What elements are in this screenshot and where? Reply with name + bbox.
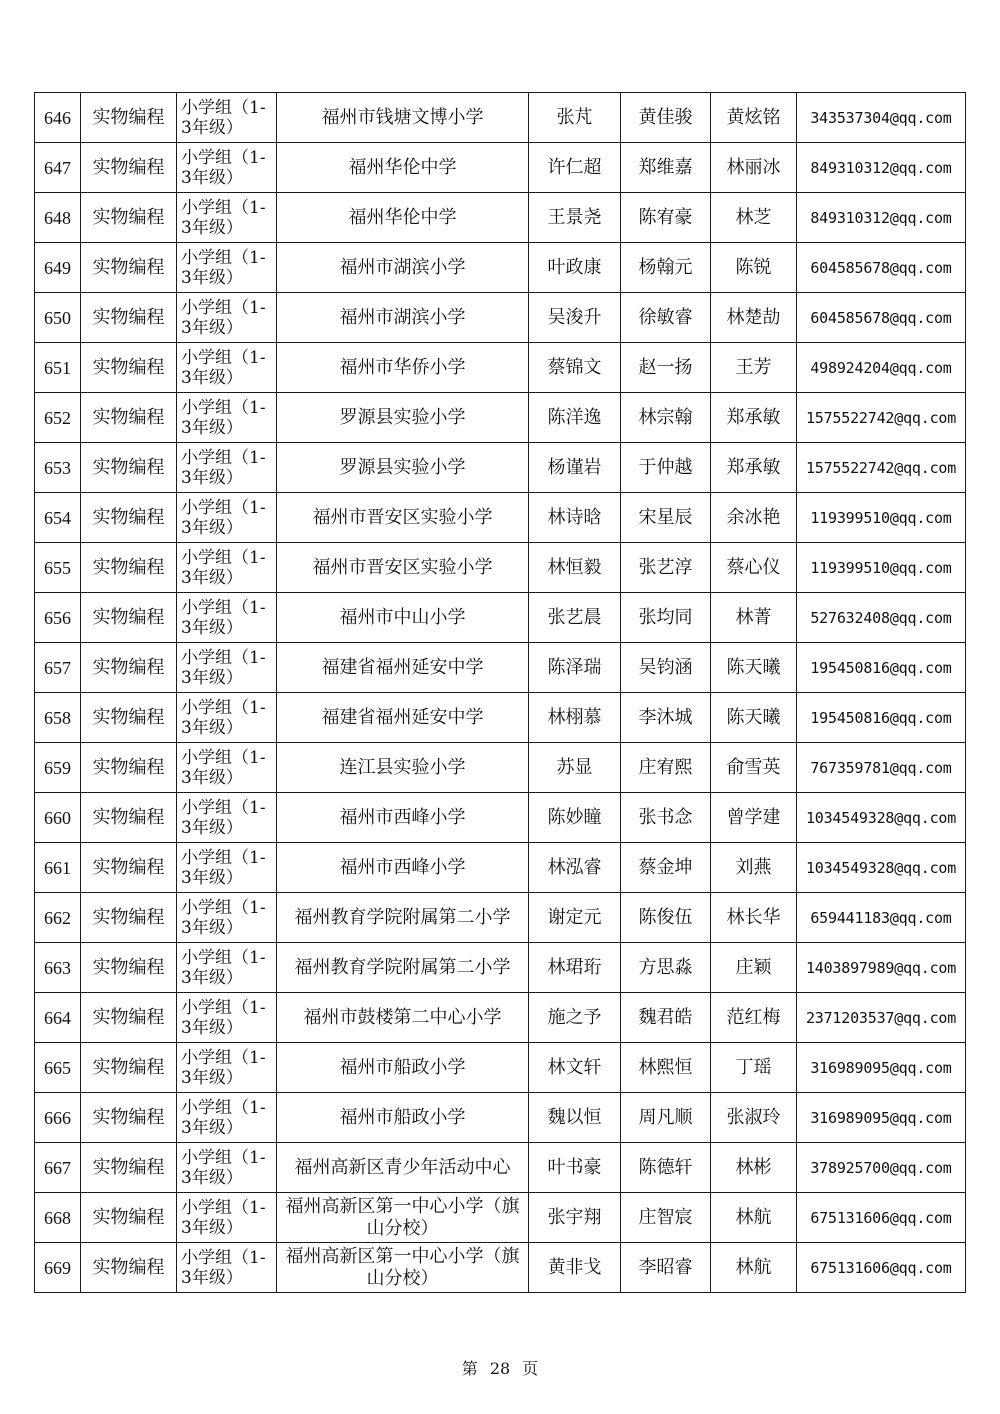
cell-school: 福建省福州延安中学: [277, 693, 529, 743]
cell-number: 667: [35, 1143, 81, 1193]
cell-group: 小学组（1-3年级）: [177, 843, 277, 893]
cell-group: 小学组（1-3年级）: [177, 243, 277, 293]
cell-email: 2371203537@qq.com: [797, 993, 966, 1043]
table-row: [35, 93, 966, 143]
cell-student-1: 张宇翔: [529, 1193, 621, 1243]
cell-student-2: 张艺淳: [621, 543, 711, 593]
cell-teacher: 林楚劼: [711, 293, 797, 343]
cell-group: 小学组（1-3年级）: [177, 293, 277, 343]
cell-student-1: 魏以恒: [529, 1093, 621, 1143]
cell-category: 实物编程: [81, 593, 177, 643]
table-row: [35, 243, 966, 293]
award-table: [34, 92, 966, 1293]
cell-school: 福州市华侨小学: [277, 343, 529, 393]
cell-student-2: 李沐城: [621, 693, 711, 743]
cell-category: 实物编程: [81, 443, 177, 493]
cell-number: 651: [35, 343, 81, 393]
cell-group: 小学组（1-3年级）: [177, 643, 277, 693]
cell-student-2: 蔡金坤: [621, 843, 711, 893]
cell-email: 849310312@qq.com: [797, 193, 966, 243]
cell-group: 小学组（1-3年级）: [177, 1143, 277, 1193]
cell-school: 福州市船政小学: [277, 1043, 529, 1093]
cell-category: 实物编程: [81, 93, 177, 143]
cell-student-1: 叶政康: [529, 243, 621, 293]
cell-school: 福州华伦中学: [277, 143, 529, 193]
cell-category: 实物编程: [81, 143, 177, 193]
cell-category: 实物编程: [81, 343, 177, 393]
cell-email: 195450816@qq.com: [797, 693, 966, 743]
table-body: [35, 93, 966, 1293]
cell-group: 小学组（1-3年级）: [177, 1043, 277, 1093]
cell-student-2: 张均同: [621, 593, 711, 643]
cell-student-2: 黄佳骏: [621, 93, 711, 143]
cell-group: 小学组（1-3年级）: [177, 793, 277, 843]
cell-student-1: 黄非戈: [529, 1243, 621, 1293]
cell-number: 669: [35, 1243, 81, 1293]
cell-number: 655: [35, 543, 81, 593]
cell-category: 实物编程: [81, 993, 177, 1043]
cell-student-1: 张艺晨: [529, 593, 621, 643]
cell-student-2: 宋星辰: [621, 493, 711, 543]
table-row: [35, 993, 966, 1043]
cell-student-2: 方思淼: [621, 943, 711, 993]
cell-school: 福州市鼓楼第二中心小学: [277, 993, 529, 1043]
cell-number: 662: [35, 893, 81, 943]
cell-teacher: 黄炫铭: [711, 93, 797, 143]
cell-student-1: 许仁超: [529, 143, 621, 193]
table-row: [35, 143, 966, 193]
table-row: [35, 743, 966, 793]
cell-school: 福州市湖滨小学: [277, 293, 529, 343]
cell-group: 小学组（1-3年级）: [177, 1093, 277, 1143]
cell-group: 小学组（1-3年级）: [177, 993, 277, 1043]
cell-teacher: 林芝: [711, 193, 797, 243]
cell-email: 849310312@qq.com: [797, 143, 966, 193]
table-row: [35, 543, 966, 593]
cell-student-2: 庄智宸: [621, 1193, 711, 1243]
cell-email: 378925700@qq.com: [797, 1143, 966, 1193]
cell-teacher: 陈天曦: [711, 693, 797, 743]
cell-number: 650: [35, 293, 81, 343]
cell-email: 195450816@qq.com: [797, 643, 966, 693]
cell-number: 664: [35, 993, 81, 1043]
cell-student-1: 施之予: [529, 993, 621, 1043]
cell-student-1: 杨谨岩: [529, 443, 621, 493]
cell-email: 675131606@qq.com: [797, 1243, 966, 1293]
cell-student-2: 赵一扬: [621, 343, 711, 393]
cell-student-2: 吴钧涵: [621, 643, 711, 693]
cell-student-1: 林文轩: [529, 1043, 621, 1093]
cell-teacher: 郑承敏: [711, 393, 797, 443]
cell-teacher: 庄颖: [711, 943, 797, 993]
cell-number: 652: [35, 393, 81, 443]
cell-group: 小学组（1-3年级）: [177, 343, 277, 393]
cell-student-2: 陈俊伍: [621, 893, 711, 943]
table-row: [35, 593, 966, 643]
cell-group: 小学组（1-3年级）: [177, 93, 277, 143]
cell-teacher: 郑承敏: [711, 443, 797, 493]
cell-school: 罗源县实验小学: [277, 393, 529, 443]
cell-category: 实物编程: [81, 793, 177, 843]
footer-suffix: 页: [522, 1359, 539, 1378]
cell-student-1: 林泓睿: [529, 843, 621, 893]
cell-school: 福州教育学院附属第二小学: [277, 943, 529, 993]
cell-group: 小学组（1-3年级）: [177, 593, 277, 643]
cell-number: 656: [35, 593, 81, 643]
cell-category: 实物编程: [81, 743, 177, 793]
cell-email: 604585678@qq.com: [797, 243, 966, 293]
cell-teacher: 林彬: [711, 1143, 797, 1193]
table-row: [35, 943, 966, 993]
cell-teacher: 林长华: [711, 893, 797, 943]
cell-student-2: 陈宥豪: [621, 193, 711, 243]
table-row: [35, 1043, 966, 1093]
cell-group: 小学组（1-3年级）: [177, 1193, 277, 1243]
cell-category: 实物编程: [81, 843, 177, 893]
cell-school: 福建省福州延安中学: [277, 643, 529, 693]
cell-number: 666: [35, 1093, 81, 1143]
footer-prefix: 第: [461, 1359, 478, 1378]
table-row: [35, 1143, 966, 1193]
table-row: [35, 893, 966, 943]
cell-student-1: 陈洋逸: [529, 393, 621, 443]
table-row: [35, 193, 966, 243]
cell-email: 1034549328@qq.com: [797, 843, 966, 893]
cell-group: 小学组（1-3年级）: [177, 543, 277, 593]
cell-student-1: 陈泽瑞: [529, 643, 621, 693]
cell-school: 福州高新区青少年活动中心: [277, 1143, 529, 1193]
cell-school: 福州高新区第一中心小学（旗山分校）: [277, 1193, 529, 1243]
cell-email: 659441183@qq.com: [797, 893, 966, 943]
cell-student-1: 林诗晗: [529, 493, 621, 543]
cell-school: 罗源县实验小学: [277, 443, 529, 493]
cell-teacher: 陈天曦: [711, 643, 797, 693]
cell-category: 实物编程: [81, 643, 177, 693]
cell-number: 668: [35, 1193, 81, 1243]
cell-number: 659: [35, 743, 81, 793]
cell-group: 小学组（1-3年级）: [177, 443, 277, 493]
cell-school: 福州市西峰小学: [277, 793, 529, 843]
cell-group: 小学组（1-3年级）: [177, 1243, 277, 1293]
cell-student-2: 林宗翰: [621, 393, 711, 443]
cell-teacher: 林航: [711, 1243, 797, 1293]
cell-email: 1034549328@qq.com: [797, 793, 966, 843]
cell-category: 实物编程: [81, 1243, 177, 1293]
cell-number: 661: [35, 843, 81, 893]
cell-group: 小学组（1-3年级）: [177, 193, 277, 243]
cell-teacher: 林菁: [711, 593, 797, 643]
cell-category: 实物编程: [81, 543, 177, 593]
cell-number: 647: [35, 143, 81, 193]
table-row: [35, 1093, 966, 1143]
cell-number: 649: [35, 243, 81, 293]
cell-number: 657: [35, 643, 81, 693]
cell-group: 小学组（1-3年级）: [177, 943, 277, 993]
cell-group: 小学组（1-3年级）: [177, 893, 277, 943]
cell-email: 343537304@qq.com: [797, 93, 966, 143]
cell-number: 654: [35, 493, 81, 543]
cell-category: 实物编程: [81, 1193, 177, 1243]
cell-student-1: 林珺珩: [529, 943, 621, 993]
cell-group: 小学组（1-3年级）: [177, 743, 277, 793]
page-number: 28: [489, 1359, 511, 1378]
cell-category: 实物编程: [81, 1093, 177, 1143]
cell-category: 实物编程: [81, 193, 177, 243]
cell-school: 福州市晋安区实验小学: [277, 493, 529, 543]
cell-student-2: 徐敏睿: [621, 293, 711, 343]
cell-teacher: 丁瑶: [711, 1043, 797, 1093]
cell-student-2: 杨翰元: [621, 243, 711, 293]
cell-student-2: 林熙恒: [621, 1043, 711, 1093]
table-row: [35, 643, 966, 693]
cell-student-2: 于仲越: [621, 443, 711, 493]
cell-student-1: 谢定元: [529, 893, 621, 943]
cell-category: 实物编程: [81, 1143, 177, 1193]
table-row: [35, 493, 966, 543]
cell-category: 实物编程: [81, 693, 177, 743]
cell-student-1: 叶书豪: [529, 1143, 621, 1193]
cell-email: 316989095@qq.com: [797, 1043, 966, 1093]
cell-student-2: 郑维嘉: [621, 143, 711, 193]
cell-student-2: 李昭睿: [621, 1243, 711, 1293]
cell-teacher: 蔡心仪: [711, 543, 797, 593]
cell-email: 675131606@qq.com: [797, 1193, 966, 1243]
cell-teacher: 余冰艳: [711, 493, 797, 543]
table-row: [35, 293, 966, 343]
cell-teacher: 张淑玲: [711, 1093, 797, 1143]
cell-student-1: 张芃: [529, 93, 621, 143]
cell-student-2: 魏君皓: [621, 993, 711, 1043]
table-row: [35, 343, 966, 393]
cell-teacher: 王芳: [711, 343, 797, 393]
cell-email: 119399510@qq.com: [797, 543, 966, 593]
cell-group: 小学组（1-3年级）: [177, 693, 277, 743]
cell-category: 实物编程: [81, 243, 177, 293]
cell-student-1: 王景尧: [529, 193, 621, 243]
table-row: [35, 1243, 966, 1293]
cell-school: 福州华伦中学: [277, 193, 529, 243]
cell-school: 福州市晋安区实验小学: [277, 543, 529, 593]
cell-number: 665: [35, 1043, 81, 1093]
cell-group: 小学组（1-3年级）: [177, 393, 277, 443]
cell-student-1: 吴浚升: [529, 293, 621, 343]
cell-school: 福州市船政小学: [277, 1093, 529, 1143]
page-footer: [0, 1356, 1000, 1379]
cell-student-2: 张书念: [621, 793, 711, 843]
cell-email: 119399510@qq.com: [797, 493, 966, 543]
cell-number: 663: [35, 943, 81, 993]
cell-school: 福州高新区第一中心小学（旗山分校）: [277, 1243, 529, 1293]
cell-email: 1575522742@qq.com: [797, 443, 966, 493]
cell-school: 福州市湖滨小学: [277, 243, 529, 293]
table-row: [35, 843, 966, 893]
cell-teacher: 林航: [711, 1193, 797, 1243]
cell-school: 连江县实验小学: [277, 743, 529, 793]
cell-school: 福州市西峰小学: [277, 843, 529, 893]
table-row: [35, 443, 966, 493]
cell-category: 实物编程: [81, 893, 177, 943]
cell-email: 767359781@qq.com: [797, 743, 966, 793]
cell-student-2: 陈德轩: [621, 1143, 711, 1193]
cell-category: 实物编程: [81, 393, 177, 443]
table-row: [35, 1193, 966, 1243]
cell-student-1: 苏显: [529, 743, 621, 793]
cell-student-2: 周凡顺: [621, 1093, 711, 1143]
cell-teacher: 曾学建: [711, 793, 797, 843]
cell-email: 498924204@qq.com: [797, 343, 966, 393]
cell-student-1: 蔡锦文: [529, 343, 621, 393]
cell-category: 实物编程: [81, 293, 177, 343]
cell-student-1: 林栩慕: [529, 693, 621, 743]
cell-email: 604585678@qq.com: [797, 293, 966, 343]
cell-number: 653: [35, 443, 81, 493]
cell-school: 福州市钱塘文博小学: [277, 93, 529, 143]
cell-number: 658: [35, 693, 81, 743]
cell-category: 实物编程: [81, 943, 177, 993]
cell-teacher: 陈锐: [711, 243, 797, 293]
cell-student-2: 庄宥熙: [621, 743, 711, 793]
cell-group: 小学组（1-3年级）: [177, 143, 277, 193]
cell-teacher: 范红梅: [711, 993, 797, 1043]
table-row: [35, 793, 966, 843]
cell-category: 实物编程: [81, 493, 177, 543]
cell-number: 648: [35, 193, 81, 243]
cell-group: 小学组（1-3年级）: [177, 493, 277, 543]
cell-school: 福州市中山小学: [277, 593, 529, 643]
cell-student-1: 林恒毅: [529, 543, 621, 593]
table-row: [35, 693, 966, 743]
cell-teacher: 俞雪英: [711, 743, 797, 793]
cell-email: 1403897989@qq.com: [797, 943, 966, 993]
cell-student-1: 陈妙瞳: [529, 793, 621, 843]
cell-school: 福州教育学院附属第二小学: [277, 893, 529, 943]
cell-email: 1575522742@qq.com: [797, 393, 966, 443]
cell-email: 316989095@qq.com: [797, 1093, 966, 1143]
cell-number: 660: [35, 793, 81, 843]
cell-teacher: 林丽冰: [711, 143, 797, 193]
cell-teacher: 刘燕: [711, 843, 797, 893]
cell-number: 646: [35, 93, 81, 143]
cell-email: 527632408@qq.com: [797, 593, 966, 643]
cell-category: 实物编程: [81, 1043, 177, 1093]
table-row: [35, 393, 966, 443]
